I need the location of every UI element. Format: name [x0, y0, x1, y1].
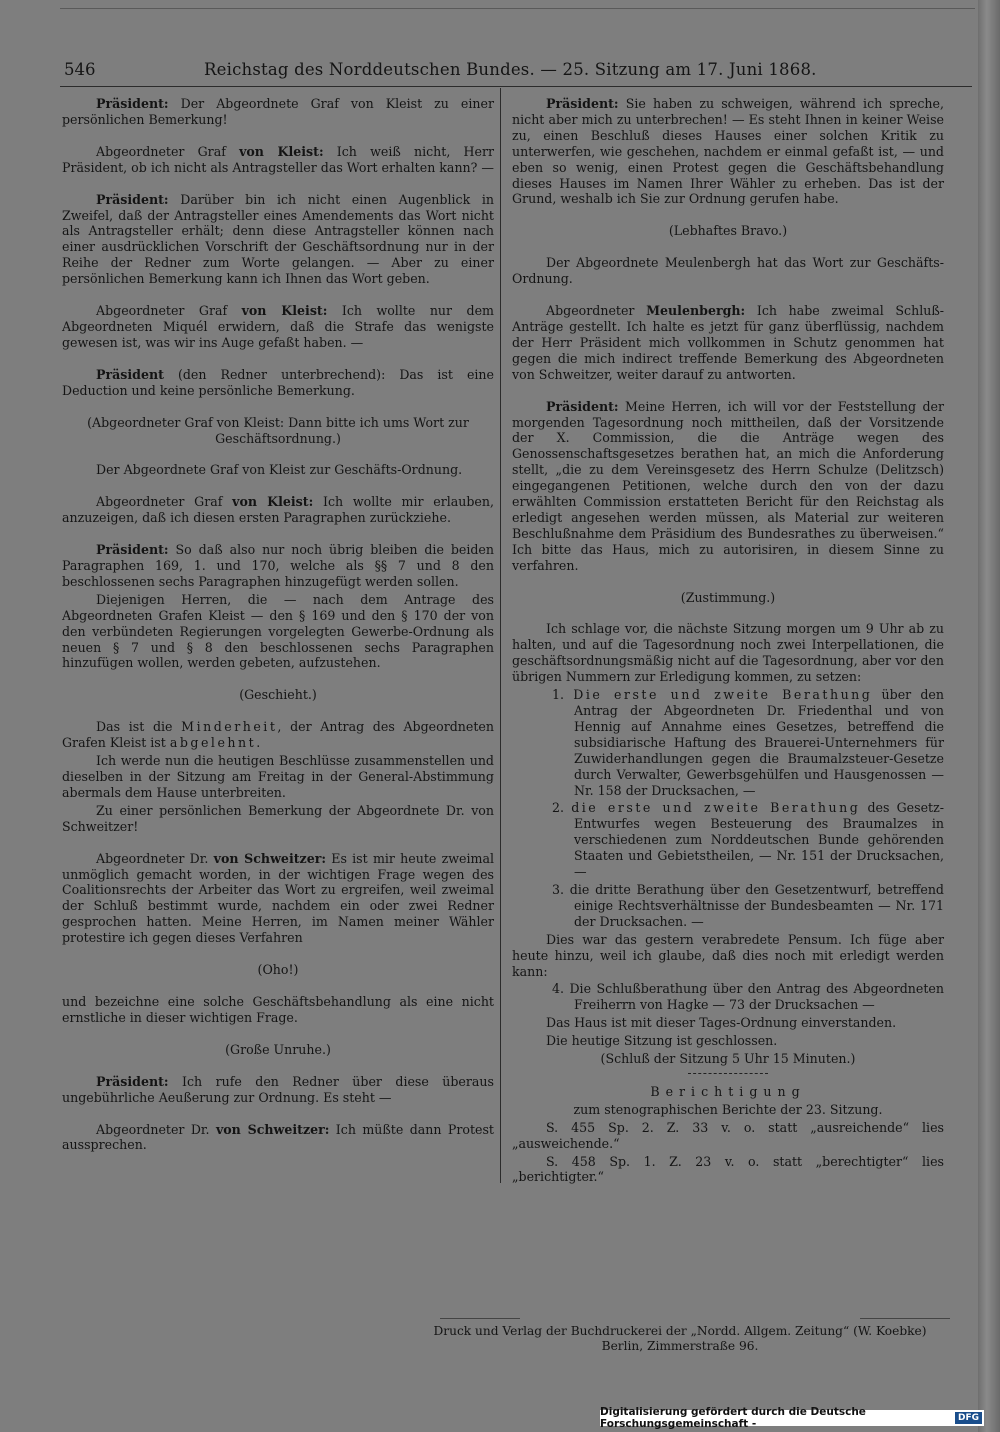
speaker-name: Präsident:: [96, 191, 169, 207]
scan-top-line: [60, 8, 975, 9]
item-text: die dritte Berathung über den Gesetzentwurf, betreffend einige Rechtsverhältnisse der Bundesbeamten — Nr. 171 der Drucksachen. —: [569, 881, 944, 929]
item-text: Die Schlußberathung über den Antrag des Abgeordneten Freiherrn von Hagke — 73 der Drucksachen —: [569, 981, 944, 1013]
agenda-item: [512, 800, 944, 880]
speaker-title: Abgeordneter Dr.: [96, 850, 214, 866]
imprint-line: Berlin, Zimmerstraße 96.: [601, 1339, 759, 1354]
paragraph: [62, 144, 494, 176]
page-header: [64, 58, 982, 84]
paragraph: [62, 719, 494, 751]
speech-text: Ich wollte nur dem Abgeordneten Miquél erwidern, daß die Strafe das wenigste gewesen ist, was wir ins Auge gefaßt haben. —: [62, 303, 494, 350]
paragraph: Der Abgeordnete Graf von Kleist zur Geschäfts-Ordnung.: [96, 462, 463, 478]
item-text: über den Antrag der Abgeordneten Dr. Friedenthal und von Hennig auf Annahme eines Gesetzes, betreffend die subsidiarische Haftung des Brauerei-Unternehmers für Zuwiderhandlungen gegen die Braumalzsteuer-Gesetze durch Verwalter, Gewerbsgehülfen und Hausgenossen — Nr. 158 der Drucksachen, —: [574, 687, 944, 798]
speaker-title: Abgeordneter Graf: [96, 494, 233, 510]
speech-text: Ich weiß nicht, Herr Präsident, ob ich nicht als Antragsteller das Wort erhalten kann? —: [62, 143, 495, 175]
errata-entry: S. 455 Sp. 2. Z. 33 v. o. statt „ausreichende“ lies „ausweichende.“: [512, 1119, 944, 1151]
speech-text: Meine Herren, ich will vor der Feststellung der morgenden Tagesordnung noch mittheilen, daß der Vorsitzende der X. Commission, die die Anträge wegen des Genossenschaftsgesetzes berathen hat, an mich die Anforderung stellt, „die zu dem Vereinsgesetz des Herrn Schulze (Delitzsch) eingegangenen Petitionen, welche durch den von der dazu erwählten Commission erstatteten Bericht für den Reichstag als erledigt angesehen werden müssen, als Material zur weiteren Beschlußnahme dem Präsidium des Bundesrathes zu überweisen.“ Ich bitte das Haus, mich zu autorisiren, in diesem Sinne zu verfahren.: [512, 398, 944, 573]
paragraph: [62, 192, 494, 287]
column-divider: [500, 88, 501, 1183]
paragraph: Diejenigen Herren, die — nach dem Antrage des Abgeordneten Grafen Kleist — den § 169 und den § 170 der von den verbündeten Regierungen vorgelegten Gewerbe-Ordnung als neuen § 7 und § 8 den beschlossenen sechs Paragraphen hinzufügen wollen, werden gebeten, aufzustehen.: [62, 591, 494, 671]
right-column: [512, 96, 944, 1187]
spaced-emphasis: abgelehnt: [169, 735, 257, 751]
left-column: [62, 96, 494, 1169]
speaker-name: von Schweitzer:: [215, 1121, 330, 1137]
errata-title: Berichtigung: [650, 1083, 806, 1099]
speaker-name: von Kleist:: [232, 494, 314, 510]
interjection: (Lebhaftes Bravo.): [668, 223, 788, 239]
paragraph: [62, 303, 494, 351]
speaker-name: von Kleist:: [241, 303, 328, 319]
speech-text: Ich rufe den Redner über diese überaus ungebührliche Aeußerung zur Ordnung. Es steht —: [62, 1073, 494, 1105]
speaker-title: Abgeordneter Dr.: [96, 1121, 216, 1137]
imprint-rule-right: [860, 1318, 950, 1319]
text-run: .: [256, 735, 261, 751]
digitization-text: Digitalisierung gefördert durch die Deutsche Forschungsgemeinschaft -: [600, 1406, 866, 1430]
imprint-rule-left: [440, 1318, 520, 1319]
spaced-emphasis: die erste und zweite Berathung: [571, 800, 861, 816]
agenda-item: [512, 882, 944, 930]
speaker-title: Abgeordneter: [546, 303, 647, 319]
paragraph: Ich schlage vor, die nächste Sitzung morgen um 9 Uhr ab zu halten, und auf die Tagesordnung noch zwei Interpellationen, die geschäftsordnungsmäßig nicht auf die Tagesordnung, aber vor den übrigen Nummern zur Erledigung kommen, zu setzen:: [512, 621, 944, 685]
page-number: 546: [64, 60, 96, 79]
interjection: (Oho!): [257, 962, 299, 978]
paragraph: [512, 399, 944, 574]
text-run: , der Antrag des Abgeordneten Grafen Kleist ist: [62, 719, 494, 751]
speaker-name: von Schweitzer:: [213, 850, 326, 866]
errata-entry: S. 458 Sp. 1. Z. 23 v. o. statt „berechtigter“ lies „berichtigter.“: [512, 1153, 944, 1185]
speaker-name: Präsident:: [96, 542, 169, 558]
paragraph: [62, 1074, 494, 1106]
scan-edge: [978, 0, 1000, 1432]
speech-text: Ich habe zweimal Schluß-Anträge gestellt. Ich halte es jetzt für ganz überflüssig, nachdem der Herr Präsident mich vollkommen in Schutz genommen hat gegen die mich indirect treffende Bemerkung des Abgeordneten von Schweitzer, weiter darauf zu antworten.: [512, 303, 945, 382]
header-rule: [60, 86, 972, 87]
paragraph: [62, 96, 494, 128]
speaker-name: Meulenbergh:: [646, 303, 746, 319]
speaker-name: Präsident:: [546, 96, 619, 111]
paragraph: [512, 303, 944, 383]
running-title: Reichstag des Norddeutschen Bundes. — 25. Sitzung am 17. Juni 1868.: [204, 60, 817, 79]
paragraph: [62, 542, 494, 590]
speaker-name: Präsident:: [96, 96, 169, 111]
paragraph: Der Abgeordnete Meulenbergh hat das Wort zur Geschäfts-Ordnung.: [512, 255, 944, 287]
speech-text: Es ist mir heute zweimal unmöglich gemacht worden, in der wichtigen Frage wegen des Coalitionsrechts der Arbeiter das Wort zu ergreifen, weil zweimal der Schluß bestimmt wurde, nachdem ein oder zwei Redner gesprochen hatten. Meine Herren, im Namen meiner Wähler protestire ich gegen dieses Verfahren: [62, 850, 494, 946]
paragraph: [512, 96, 944, 207]
errata-subtitle: zum stenographischen Berichte der 23. Sitzung.: [573, 1101, 883, 1117]
item-number: 3.: [552, 881, 565, 897]
imprint-line: Druck und Verlag der Buchdruckerei der „Nordd. Allgem. Zeitung“ (W. Koebke): [433, 1324, 927, 1338]
agenda-item: [512, 981, 944, 1013]
paragraph: Zu einer persönlichen Bemerkung der Abgeordnete Dr. von Schweitzer!: [62, 802, 494, 834]
agenda-item: [512, 687, 944, 798]
interjection: (Große Unruhe.): [225, 1041, 331, 1057]
speech-text: So daß also nur noch übrig bleiben die beiden Paragraphen 169, 1. und 170, welche als §§ 7 und 8 den beschlossenen sechs Paragraphen hinzugefügt werden sollen.: [62, 542, 494, 589]
speech-text: Darüber bin ich nicht einen Augenblick in Zweifel, daß der Antragsteller eines Amendements das Wort nicht als Antragsteller erhält; denn diese Antragsteller können nach einer ausdrücklichen Vorschrift der Geschäftsordnung nur in der Reihe der Redner zum Worte gelangen. — Aber zu einer persönlichen Bemerkung kann ich Ihnen das Wort geben.: [62, 191, 494, 287]
interjection: (Geschieht.): [239, 687, 317, 703]
paragraph: [62, 367, 494, 399]
paragraph: [62, 494, 494, 526]
paragraph: [62, 851, 494, 946]
item-number: 4.: [552, 981, 565, 997]
dfg-logo: DFG: [955, 1412, 982, 1424]
speech-text: Der Abgeordnete Graf von Kleist zu einer persönlichen Bemerkung!: [62, 96, 494, 127]
item-number: 1.: [552, 687, 565, 703]
speaker-title: Abgeordneter Graf: [96, 303, 242, 319]
speech-text: Ich wollte mir erlauben, anzuzeigen, daß ich diesen ersten Paragraphen zurückziehe.: [62, 494, 494, 526]
interjection: (Zustimmung.): [680, 589, 776, 605]
speech-text: Ich müßte dann Protest aussprechen.: [62, 1121, 494, 1153]
speaker-name: von Kleist:: [239, 143, 324, 159]
spaced-emphasis: Minderheit: [181, 719, 278, 735]
speaker-name: Präsident: [96, 366, 164, 382]
paragraph: Dies war das gestern verabredete Pensum. Ich füge aber heute hinzu, weil ich glaube, daß dies noch mit erledigt werden kann:: [512, 931, 944, 979]
section-separator: [688, 1073, 768, 1074]
session-close: (Schluß der Sitzung 5 Uhr 15 Minuten.): [600, 1051, 856, 1067]
speech-text: Sie haben zu schweigen, während ich spreche, nicht aber mich zu unterbrechen! — Es steht Ihnen in keiner Weise zu, einen Beschluß dieses Hauses einer solchen Kritik zu unterwerfen, wie geschehen, nachdem er einmal gefaßt ist, — und eben so wenig, einen Protest gegen die Geschäftsbehandlung dieses Hauses im Namen Ihrer Wähler zu erheben. Das ist der Grund, weshalb ich Sie zur Ordnung gerufen habe.: [512, 96, 944, 207]
speaker-title: Abgeordneter Graf: [96, 143, 240, 159]
spaced-emphasis: Die erste und zweite Berathung: [573, 687, 873, 703]
speaker-name: Präsident:: [546, 398, 619, 414]
paragraph: und bezeichne eine solche Geschäftsbehandlung als eine nicht ernstliche in dieser wichtigen Frage.: [62, 993, 494, 1025]
interjection: (Abgeordneter Graf von Kleist: Dann bitte ich ums Wort zur Geschäftsordnung.): [87, 414, 469, 446]
text-run: Das ist die: [96, 719, 182, 735]
paragraph: Die heutige Sitzung ist geschlossen.: [546, 1033, 778, 1049]
paragraph: [62, 1122, 494, 1154]
imprint: [400, 1324, 960, 1355]
speech-text: (den Redner unterbrechend): Das ist eine Deduction und keine persönliche Bemerkung.: [62, 366, 494, 398]
paragraph: Ich werde nun die heutigen Beschlüsse zusammenstellen und dieselben in der Sitzung am Freitag in der General-Abstimmung abermals dem Hause unterbreiten.: [62, 753, 494, 800]
item-number: 2.: [552, 800, 565, 816]
digitization-notice: [600, 1406, 984, 1430]
paragraph: Das Haus ist mit dieser Tages-Ordnung einverstanden.: [546, 1015, 897, 1031]
speaker-name: Präsident:: [96, 1073, 169, 1089]
item-text: des Gesetz-Entwurfes wegen Besteuerung des Braumalzes in verschiedenen zum Norddeutschen Bunde gehörenden Staaten und Gebietstheilen, — Nr. 151 der Drucksachen, —: [574, 800, 945, 880]
